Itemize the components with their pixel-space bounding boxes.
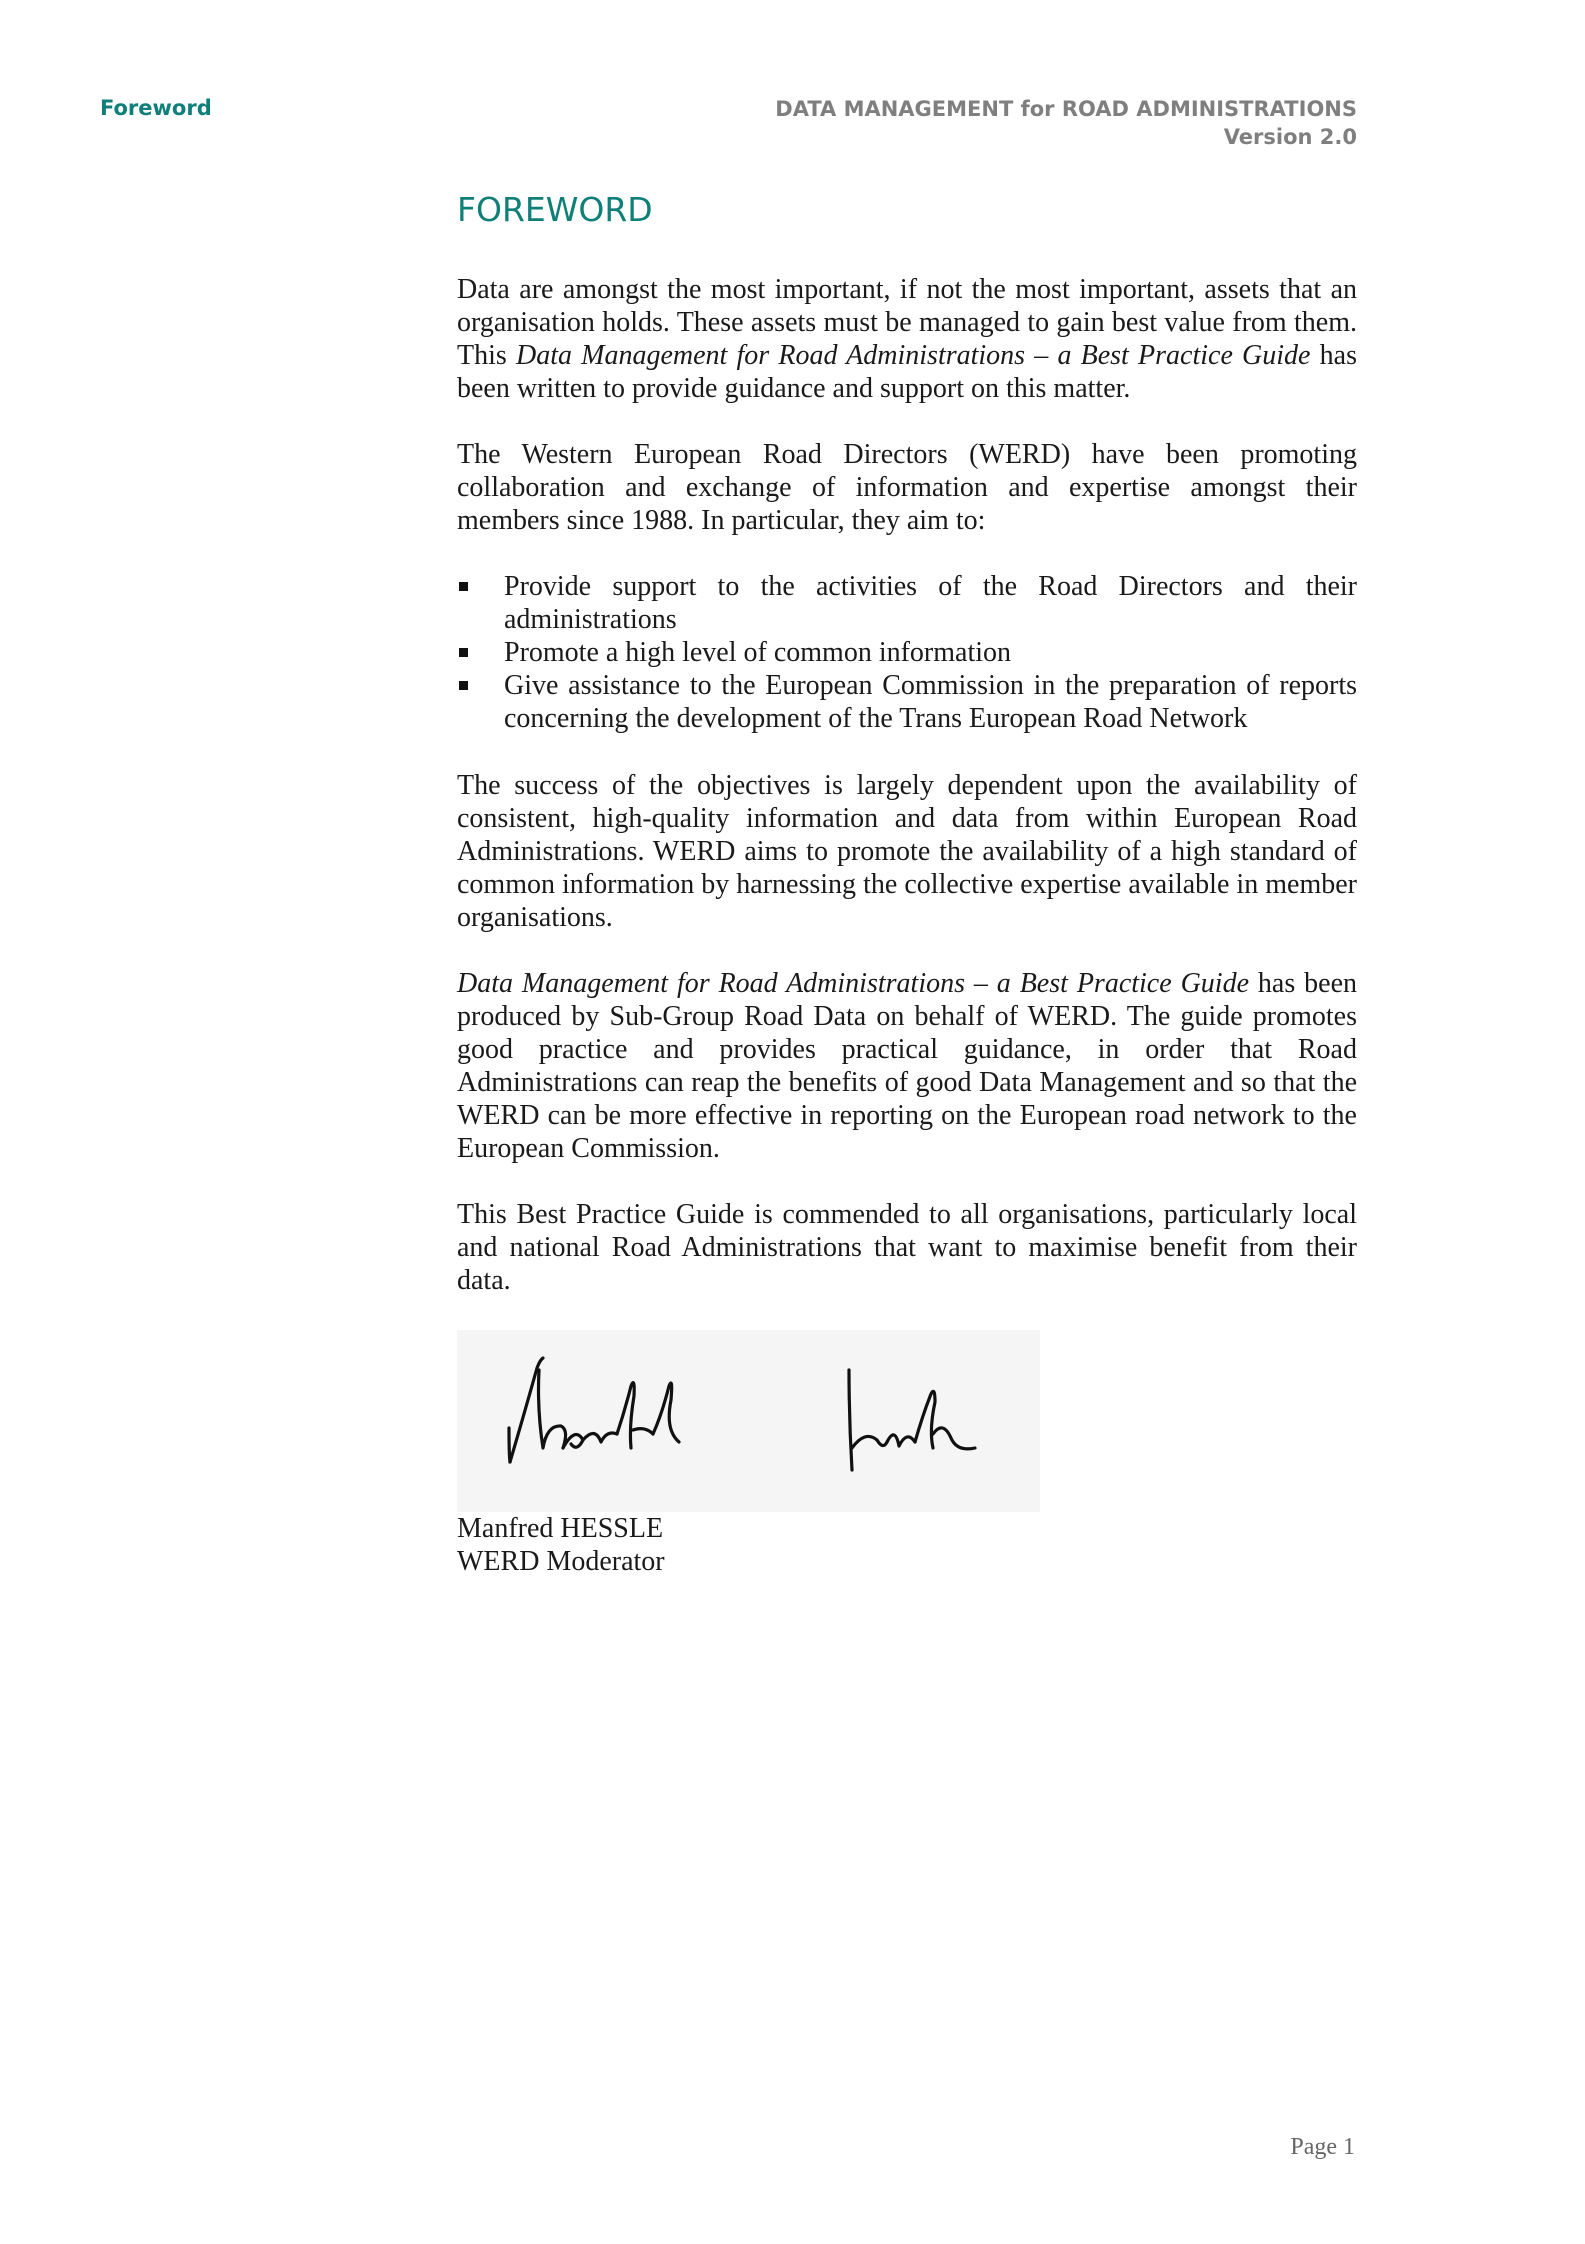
header-section-label: Foreword (100, 96, 212, 120)
page-number: Page 1 (1290, 2134, 1355, 2160)
page-title: FOREWORD (457, 190, 653, 229)
aims-list (457, 570, 1357, 735)
paragraph-1-text-a: Data are amongst the most important, if not the most important, assets that an organisation holds. These assets must be managed to gain best value from them. This (457, 274, 1357, 371)
signature-image (457, 1330, 1040, 1512)
header-version: Version 2.0 (1223, 125, 1357, 149)
guide-title-italic: Data Management for Road Administrations – a Best Practice Guide (515, 340, 1311, 371)
signer-block (457, 1512, 1357, 1578)
signature-drawing (457, 1330, 1040, 1512)
paragraph-3: The success of the objectives is largely dependent upon the availability of consistent, high-quality information and data from within European Road Administrations. WERD aims to promote the availability of a high standard of common information by harnessing the collective expertise available in member organisations. (457, 770, 1357, 933)
header-doc-title (775, 95, 1357, 151)
list-item: Provide support to the activities of the Road Directors and their administrations (457, 570, 1357, 636)
signer-role: WERD Moderator (457, 1546, 665, 1577)
paragraph-5: This Best Practice Guide is commended to all organisations, particularly local and national Road Administrations that want to maximise benefit from their data. (457, 1199, 1357, 1296)
list-item: Promote a high level of common information (457, 636, 1357, 669)
paragraph-4 (457, 967, 1357, 1165)
paragraph-1-text-b: has been written to provide guidance and support on this matter. (457, 340, 1357, 404)
list-item: Give assistance to the European Commission in the preparation of reports concerning the development of the Trans European Road Network (457, 669, 1357, 735)
paragraph-4-text: has been produced by Sub-Group Road Data on behalf of WERD. The guide promotes good practice and provides practical guidance, in order that Road Administrations can reap the benefits of good Data Management and so that the WERD can be more effective in reporting on the European road network to the European Commission. (457, 968, 1357, 1164)
guide-title-italic: Data Management for Road Administrations – a Best Practice Guide (457, 968, 1249, 999)
page-content (457, 190, 1357, 1578)
paragraph-1 (457, 273, 1357, 405)
paragraph-2: The Western European Road Directors (WERD) have been promoting collaboration and exchange of information and expertise amongst their members since 1988. In particular, they aim to: (457, 439, 1357, 536)
signer-name: Manfred HESSLE (457, 1513, 664, 1544)
header-title-text: DATA MANAGEMENT for ROAD ADMINISTRATIONS (775, 97, 1357, 121)
